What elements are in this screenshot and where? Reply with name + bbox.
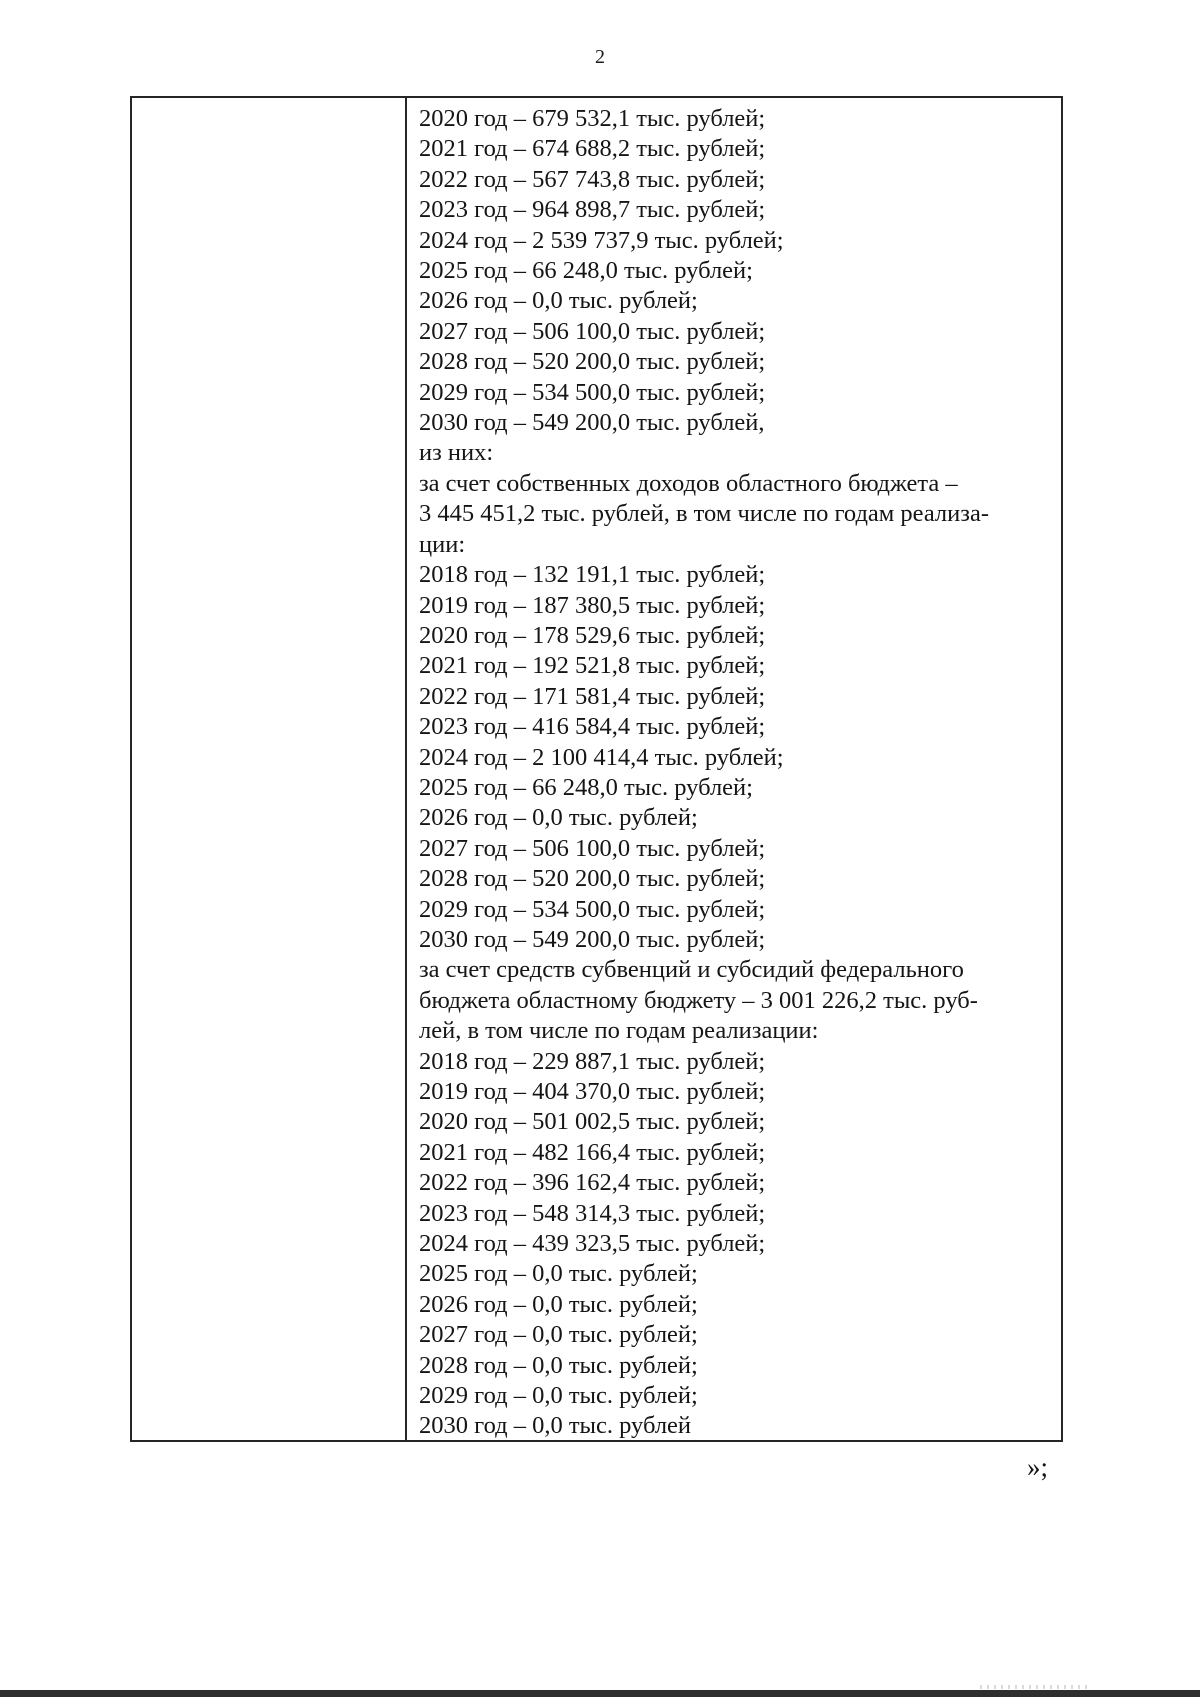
text-line: 2018 год – 229 887,1 тыс. рублей; [419, 1047, 766, 1075]
text-line: 3 445 451,2 тыс. рублей, в том числе по годам реализа- [419, 500, 989, 528]
text-line: 2020 год – 501 002,5 тыс. рублей; [419, 1108, 766, 1136]
text-line: 2025 год – 66 248,0 тыс. рублей; [419, 773, 753, 801]
text-line: 2024 год – 2 539 737,9 тыс. рублей; [419, 226, 784, 254]
text-line: 2026 год – 0,0 тыс. рублей; [419, 804, 698, 832]
text-line: 2019 год – 187 380,5 тыс. рублей; [419, 591, 766, 619]
text-line: бюджета областному бюджету – 3 001 226,2 тыс. руб- [419, 986, 978, 1014]
text-line: 2022 год – 396 162,4 тыс. рублей; [419, 1169, 766, 1197]
text-line: лей, в том числе по годам реализации: [419, 1017, 819, 1045]
text-line: 2029 год – 0,0 тыс. рублей; [419, 1382, 698, 1410]
text-line: 2025 год – 0,0 тыс. рублей; [419, 1260, 698, 1288]
text-line: 2020 год – 679 532,1 тыс. рублей; [419, 105, 766, 132]
table-left-column [132, 98, 407, 1440]
text-line: 2027 год – 506 100,0 тыс. рублей; [419, 834, 766, 862]
text-line: 2022 год – 567 743,8 тыс. рублей; [419, 165, 766, 193]
text-line: за счет собственных доходов областного бюджета – [419, 469, 958, 497]
scan-artifact-bar [0, 1690, 1200, 1697]
closing-quote-mark: »; [1026, 1452, 1048, 1482]
text-line: 2030 год – 549 200,0 тыс. рублей, [419, 409, 765, 437]
text-line: 2021 год – 192 521,8 тыс. рублей; [419, 652, 766, 680]
text-line: 2029 год – 534 500,0 тыс. рублей; [419, 895, 766, 923]
text-line: 2026 год – 0,0 тыс. рублей; [419, 287, 698, 315]
text-line: 2020 год – 178 529,6 тыс. рублей; [419, 621, 766, 649]
text-line: 2027 год – 0,0 тыс. рублей; [419, 1321, 698, 1349]
scan-noise-artifact [980, 1685, 1090, 1689]
page-number: 2 [595, 46, 605, 68]
text-line: за счет средств субвенций и субсидий федерального [419, 956, 964, 984]
text-line: 2022 год – 171 581,4 тыс. рублей; [419, 682, 766, 710]
text-line: 2023 год – 964 898,7 тыс. рублей; [419, 196, 766, 224]
text-line: 2021 год – 674 688,2 тыс. рублей; [419, 135, 766, 163]
text-line: 2023 год – 548 314,3 тыс. рублей; [419, 1199, 766, 1227]
text-line: из них: [419, 439, 494, 467]
text-line: 2021 год – 482 166,4 тыс. рублей; [419, 1138, 766, 1166]
text-line: 2026 год – 0,0 тыс. рублей; [419, 1290, 698, 1318]
text-line: 2028 год – 520 200,0 тыс. рублей; [419, 865, 766, 893]
text-line: 2030 год – 0,0 тыс. рублей [419, 1412, 692, 1440]
text-line: 2024 год – 2 100 414,4 тыс. рублей; [419, 743, 784, 771]
text-line: 2029 год – 534 500,0 тыс. рублей; [419, 378, 766, 406]
text-line: 2023 год – 416 584,4 тыс. рублей; [419, 713, 766, 741]
text-line: 2025 год – 66 248,0 тыс. рублей; [419, 257, 753, 285]
budget-table [130, 96, 1063, 1442]
text-line: 2028 год – 520 200,0 тыс. рублей; [419, 348, 766, 376]
text-line: 2027 год – 506 100,0 тыс. рублей; [419, 317, 766, 345]
table-right-column [407, 98, 1061, 1440]
text-line: 2030 год – 549 200,0 тыс. рублей; [419, 925, 766, 953]
text-line: 2028 год – 0,0 тыс. рублей; [419, 1351, 698, 1379]
text-line: 2024 год – 439 323,5 тыс. рублей; [419, 1230, 766, 1258]
text-line: 2018 год – 132 191,1 тыс. рублей; [419, 561, 766, 589]
text-line: 2019 год – 404 370,0 тыс. рублей; [419, 1078, 766, 1105]
text-line: ции: [419, 530, 466, 558]
table-text-lines [419, 104, 1051, 1442]
